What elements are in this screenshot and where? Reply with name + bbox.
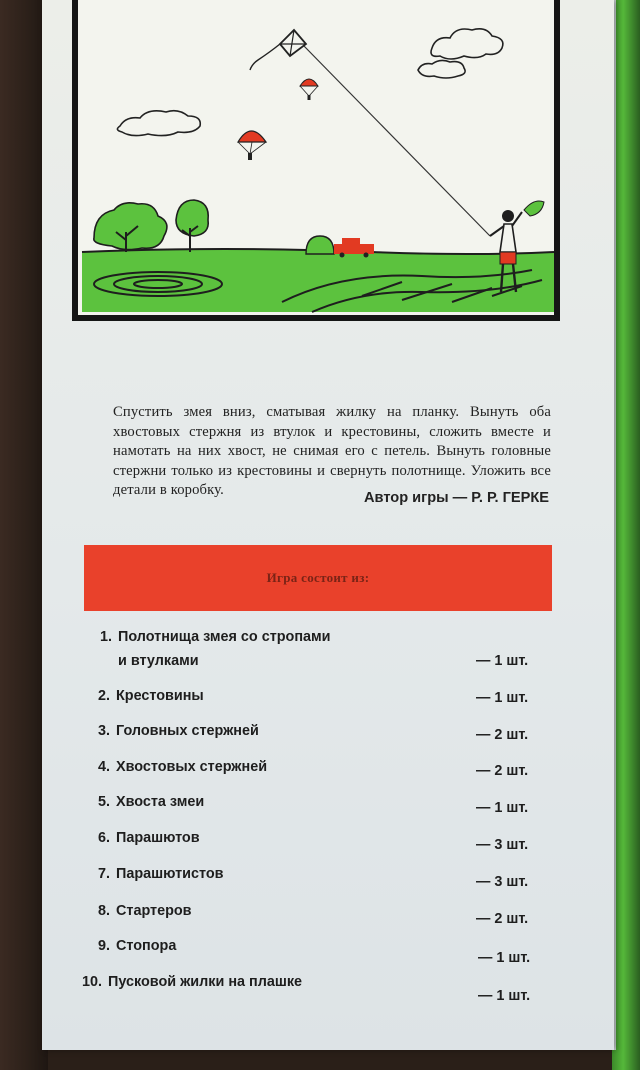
item-quantity: — 2 шт. xyxy=(476,763,529,779)
list-item xyxy=(0,629,640,653)
list-item xyxy=(0,866,640,890)
item-quantity: — 1 шт. xyxy=(476,800,529,816)
list-item xyxy=(0,938,640,966)
assembly-instructions: Спустить змея вниз, сматывая жилку на планку. Вынуть оба хвостовых стержня из втулок и крестовины, сложить вместе и намотать на них хвост, не снимая его с петель. Вынуть головные стержни только из крестовины и свернуть полотнище. Уложить все детали в коробку. xyxy=(113,404,551,498)
item-quantity: — 1 шт. xyxy=(478,950,531,966)
item-quantity: — 2 шт. xyxy=(476,727,529,743)
item-name: Полотнища змея со стропами xyxy=(118,629,331,645)
list-item xyxy=(0,723,640,747)
item-name: Парашютов xyxy=(116,830,200,846)
item-quantity: — 1 шт. xyxy=(476,690,529,706)
list-item xyxy=(0,974,640,1004)
list-item xyxy=(0,759,640,783)
item-number: 5. xyxy=(97,794,110,810)
game-author: Автор игры — Р. Р. ГЕРКЕ xyxy=(364,490,549,506)
kite-illustration xyxy=(72,0,560,322)
item-name: Пусковой жилки на плашке xyxy=(108,974,303,990)
item-number: 8. xyxy=(97,903,110,919)
item-number: 10. xyxy=(81,974,102,990)
contents-banner xyxy=(84,545,552,611)
item-number: 1. xyxy=(99,629,112,645)
item-name: Крестовины xyxy=(116,688,204,704)
item-quantity: — 1 шт. xyxy=(478,988,531,1004)
item-quantity: — 3 шт. xyxy=(476,874,529,890)
item-name: Парашютистов xyxy=(116,866,224,882)
item-number: 2. xyxy=(97,688,110,704)
item-number: 9. xyxy=(97,938,110,954)
item-name: Стопора xyxy=(116,938,177,954)
item-quantity: — 1 шт. xyxy=(476,653,529,669)
item-number: 3. xyxy=(97,723,110,739)
item-quantity: — 2 шт. xyxy=(476,911,529,927)
contents-title: Игра состоит из: xyxy=(266,570,370,585)
item-quantity: — 3 шт. xyxy=(476,837,529,853)
list-item xyxy=(0,653,640,677)
list-item xyxy=(0,830,640,854)
item-number: 7. xyxy=(97,866,110,882)
item-name: Хвостовых стержней xyxy=(116,759,268,775)
item-name: Головных стержней xyxy=(116,723,259,739)
list-item xyxy=(0,903,640,927)
bush-icon xyxy=(306,236,334,254)
item-number: 6. xyxy=(97,830,110,846)
list-item xyxy=(0,794,640,818)
item-name: Хвоста змеи xyxy=(116,794,205,810)
item-number: 4. xyxy=(97,759,110,775)
list-item xyxy=(0,688,640,712)
item-name-continued: и втулками xyxy=(118,653,199,669)
item-name: Стартеров xyxy=(116,903,192,919)
